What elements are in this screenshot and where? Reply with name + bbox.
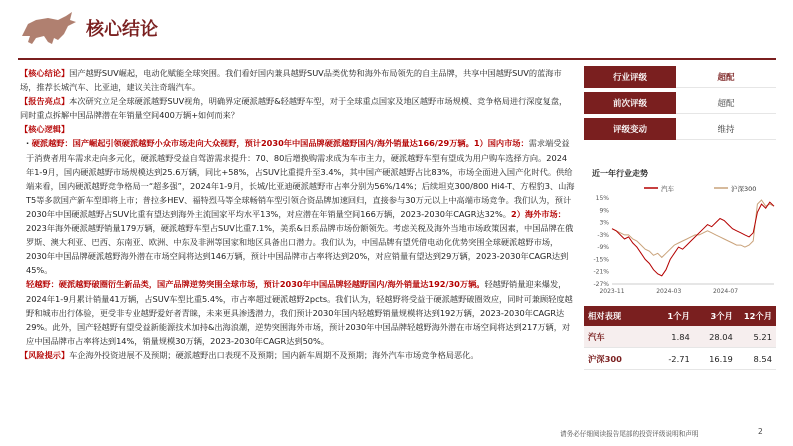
rating-label: 行业评级 [584, 66, 676, 88]
conclusion-paragraph [20, 66, 575, 94]
rating-table [584, 66, 776, 144]
legend-label: 汽车 [661, 185, 674, 193]
trend-chart-svg [584, 176, 780, 296]
chart-title: 近一年行业走势 [592, 169, 648, 178]
rating-row-change [584, 118, 776, 140]
series-line-auto [612, 202, 774, 276]
y-tick-label: -3% [597, 231, 609, 239]
footer-disclaimer: 请务必仔细阅读报告尾部的投资评级说明和声明 [560, 430, 699, 438]
x-tick-label: 2024-07 [712, 288, 739, 295]
y-tick-label: 9% [599, 207, 609, 215]
series-line-hs300 [612, 200, 774, 257]
industry-trend-chart [584, 176, 780, 296]
overseas-market-label: 2）海外市场： [511, 208, 566, 219]
conclusion-text: 国产越野SUV崛起，电动化赋能全球突围。我们看好国内兼具越野SUV品类优势和海外布局领先的自主品牌，共享中国越野SUV的蓝海市场，推荐长城汽车、比亚迪，建议关注奇瑞汽车。 [20, 68, 562, 93]
x-tick-label: 2024-03 [656, 288, 682, 295]
relative-performance-table [584, 306, 776, 370]
legend-label: 沪深300 [731, 185, 757, 193]
page-header [0, 0, 793, 60]
page-title: 核心结论 [86, 19, 158, 40]
domestic-market-label: 1）国内市场： [473, 138, 529, 149]
report-highlight-label: 【报告亮点】 [20, 96, 70, 107]
y-tick-label: 15% [595, 195, 609, 202]
header-divider [18, 58, 776, 60]
perf-cell: -2.71 [668, 353, 690, 364]
report-highlight-paragraph [20, 94, 575, 122]
core-logic-label: 【核心逻辑】 [20, 124, 70, 135]
bull-logo-icon [18, 8, 80, 48]
rating-value: 超配 [676, 66, 776, 88]
x-tick-label: 2023-11 [599, 288, 625, 295]
perf-cell: 5.21 [753, 331, 772, 342]
rating-row-industry [584, 66, 776, 88]
light-offroad-paragraph [20, 277, 575, 347]
y-tick-label: -21% [593, 268, 609, 276]
perf-row-name: 沪深300 [588, 353, 622, 364]
rating-label: 评级变动 [584, 118, 676, 140]
conclusion-label: 【核心结论】 [20, 68, 70, 78]
rating-row-previous [584, 92, 776, 114]
risk-paragraph [20, 348, 575, 362]
risk-text: 车企海外投资进展不及预期；硬派越野出口表现不及预期；国内新车周期不及预期；海外汽车市场竞争格局恶化。 [69, 349, 479, 360]
rating-value: 超配 [676, 92, 776, 114]
core-conclusion-body [20, 66, 575, 362]
perf-cell: 16.19 [709, 353, 733, 364]
y-tick-label: -27% [593, 281, 609, 288]
report-highlight-text: 本次研究立足全球硬派越野SUV视角，明确界定硬派越野&轻越野车型，对于全球重点国家及地区越野市场规模、竞争格局进行深度复盘，同时重点拆解中国品牌潜在年销量空间400万辆+如何而来？ [20, 96, 568, 121]
perf-cell: 28.04 [709, 331, 733, 342]
perf-header-cell: 1个月 [667, 311, 690, 321]
light-offroad-title: 轻越野：硬派越野破圈衍生新品类，国产品牌逆势突围全球市场，预计2030年中国品牌轻越野国内/海外销量达192/30万辆。 [26, 279, 485, 290]
domestic-market-text: 需求端受益于消费者用车需求走向多元化，硬派越野受益自驾游需求提升：70、80后增换购需求成为车市主力，硬派越野车型有望成为用户购车选择方向。2024年1-9月，国内硬派越野市场规模达到25.6万辆，同比+58%，占SUV比重提升至3.4%，其中国产硬派越野占比83%，市场全面进入国产化时代。供给端来看，国内硬派越野竞争格局一“超多强”，2024年1-9月，长城/比亚迪硬派越野市占率分别为56%/14%；后续坦克300/800 Hi4-T、方程豹3、山海T5等多款国产新车型即将上市；普拉多HEV、福特烈马等全球畅销车型引领合资品牌加速回归，直接参与30万元以上中高端市场竞争。我们认为，预计2030年中国硬派越野占SUV比重有望达到海外主流国家平均水平13%，对应潜在年销量空间166万辆，2023-2030年CAGR达32%。 [26, 138, 575, 219]
bullet: · [26, 138, 30, 149]
hard-offroad-paragraph [20, 136, 575, 277]
y-tick-label: 3% [599, 219, 609, 227]
perf-header-cell: 相对表现 [588, 311, 622, 321]
y-tick-label: -9% [597, 244, 609, 252]
rating-value: 维持 [676, 118, 776, 140]
y-tick-label: -15% [593, 256, 609, 264]
hard-offroad-title: 硬派越野：国产崛起引领硬派越野小众市场走向大众视野，预计2030年中国品牌硬派越野国内/海外销量达166/29万辆。 [31, 138, 474, 149]
table-row [584, 326, 776, 348]
perf-header-cell: 12个月 [743, 311, 772, 321]
perf-table-header [584, 306, 776, 326]
perf-cell: 1.84 [671, 331, 690, 342]
light-offroad-text: 轻越野销量迎来爆发，2024年1-9月累计销量41万辆，占SUV车型比重5.4%，市占率超过硬派越野2pcts。我们认为，轻越野将受益于硬派越野破圈效应，同时可兼顾轻度越野和城市出行体验，更受非专业越野爱好者青睐，未来更具渗透潜力，我们预计2030年国内轻越野销量规模将达到192万辆，2023-2030年CAGR达29%。此外，国产轻越野有望受益新能源技术加持&出海浪潮，逆势突围海外市场，预计2030年中国品牌轻越野海外潜在市场空间将达到217万辆，对应中国品牌市占率将达到14%，销量规模30万辆，2023-2030年CAGR达到50%。 [26, 279, 573, 346]
overseas-market-text: 2023年海外硬派越野销量179万辆，硬派越野车型占SUV比重7.1%，美系&日系品牌市场份额领先。考虑关税及海外当地市场政策因素，中国品牌在俄罗斯、澳大利亚、巴西、东南亚、欧洲、中东及非洲等国家和地区具备出口潜力。我们认为，中国品牌有望凭借电动化优势突围全球硬派越野市场，2030年中国品牌硬派越野海外潜在市场空间将达到146万辆，预计中国品牌市占率将达到20%，对应销量有望达到29万辆，2023-2030年CAGR达到45%。 [26, 223, 574, 276]
perf-row-name: 汽车 [588, 331, 605, 342]
perf-header-cell: 3个月 [710, 311, 733, 321]
perf-cell: 8.54 [753, 353, 772, 364]
rating-label: 前次评级 [584, 92, 676, 114]
risk-label: 【风险提示】 [20, 349, 70, 360]
table-row [584, 348, 776, 370]
core-logic-label-row [20, 122, 575, 136]
page-number: 2 [758, 427, 763, 436]
